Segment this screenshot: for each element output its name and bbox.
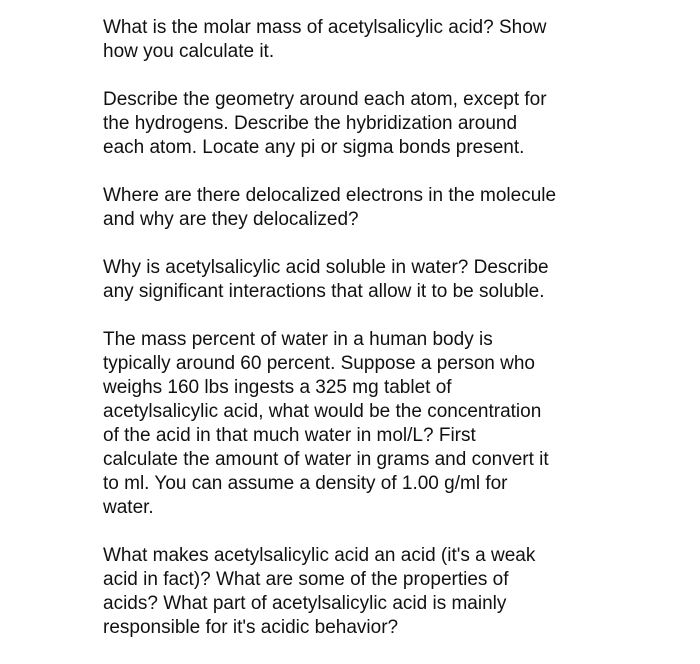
question-acidity [103, 544, 623, 640]
question-line: weighs 160 lbs ingests a 325 mg tablet of [103, 377, 452, 398]
question-line: calculate the amount of water in grams and convert it [103, 449, 549, 470]
question-line: The mass percent of water in a human body is [103, 329, 493, 350]
question-line: Why is acetylsalicylic acid soluble in water? Describe [103, 257, 549, 278]
question-line: any significant interactions that allow it to be soluble. [103, 281, 545, 302]
question-line: to ml. You can assume a density of 1.00 g/ml for [103, 473, 508, 494]
question-line: What makes acetylsalicylic acid an acid (it's a weak [103, 545, 536, 566]
question-delocalized-electrons [103, 184, 623, 232]
question-line: acetylsalicylic acid, what would be the concentration [103, 401, 542, 422]
question-line: typically around 60 percent. Suppose a person who [103, 353, 535, 374]
question-line: Where are there delocalized electrons in the molecule [103, 185, 557, 206]
question-document [103, 16, 623, 664]
question-line: What is the molar mass of acetylsalicylic acid? Show [103, 17, 547, 38]
question-line: the hydrogens. Describe the hybridization around [103, 113, 518, 134]
question-line: acid in fact)? What are some of the properties of [103, 569, 509, 590]
question-line: each atom. Locate any pi or sigma bonds present. [103, 137, 525, 158]
question-line: responsible for it's acidic behavior? [103, 617, 399, 638]
question-solubility [103, 256, 623, 304]
question-concentration [103, 328, 623, 520]
question-molar-mass [103, 16, 623, 64]
question-geometry [103, 88, 623, 160]
question-line: and why are they delocalized? [103, 209, 359, 230]
question-line: Describe the geometry around each atom, except for [103, 89, 547, 110]
question-line: of the acid in that much water in mol/L? First [103, 425, 476, 446]
question-line: how you calculate it. [103, 41, 275, 62]
question-line: water. [103, 497, 154, 518]
question-line: acids? What part of acetylsalicylic acid is mainly [103, 593, 507, 614]
